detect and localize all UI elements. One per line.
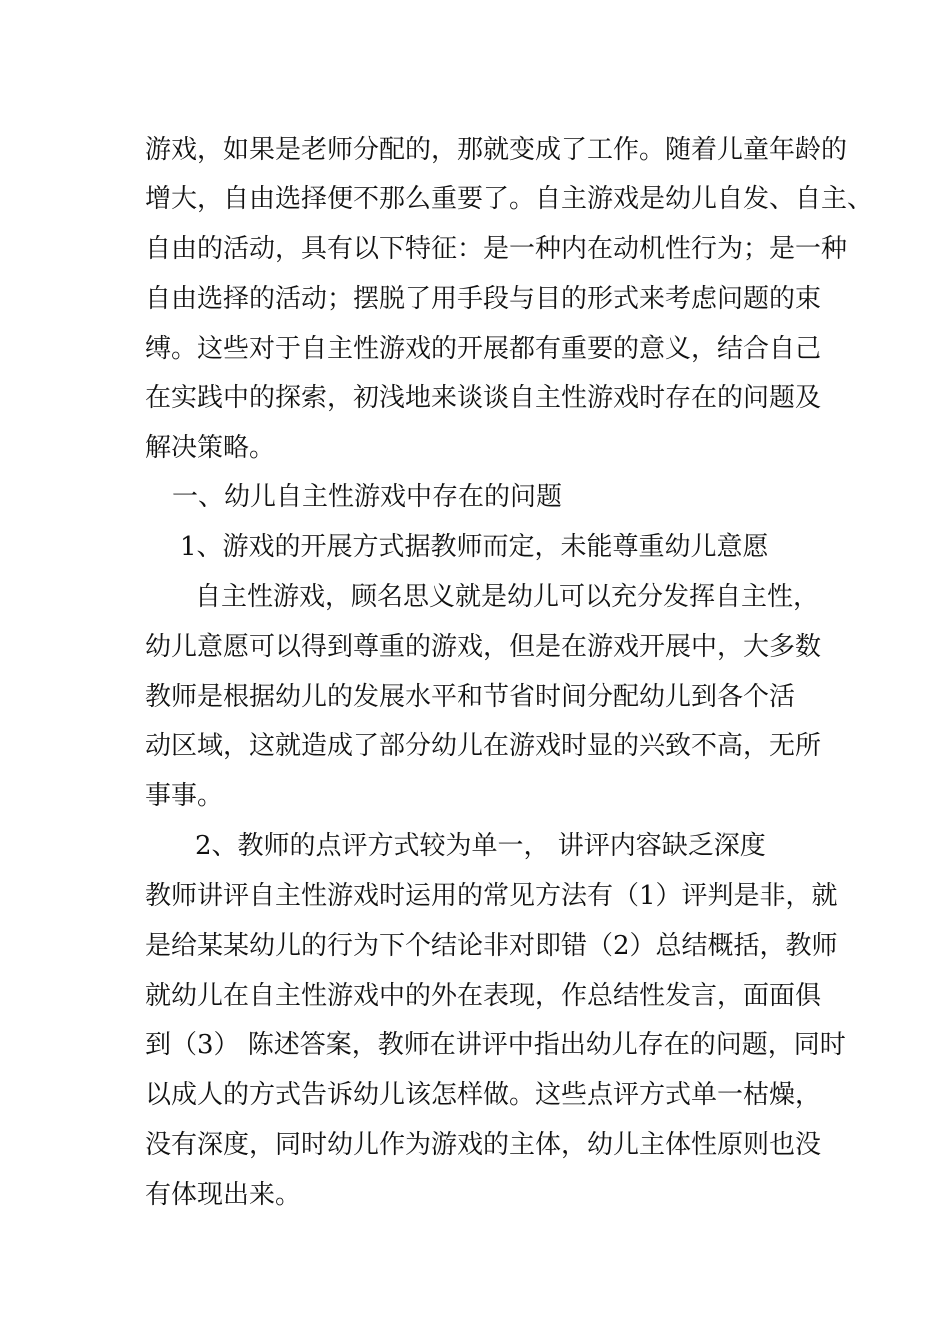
paragraph-line: 缚。这些对于自主性游戏的开展都有重要的意义，结合自己: [145, 334, 822, 364]
paragraph-line: 事事。: [145, 781, 224, 811]
paragraph-line: 教师是根据幼儿的发展水平和节省时间分配幼儿到各个活: [145, 682, 796, 712]
paragraph-line: 游戏，如果是老师分配的，那就变成了工作。随着儿童年龄的: [145, 135, 848, 165]
paragraph-line: 增大，自由选择便不那么重要了。自主游戏是幼儿自发、自主、: [145, 184, 874, 214]
paragraph-line: 幼儿意愿可以得到尊重的游戏，但是在游戏开展中，大多数: [145, 632, 822, 662]
paragraph-line: 自由选择的活动；摆脱了用手段与目的形式来考虑问题的束: [145, 284, 822, 314]
paragraph-line: 自由的活动，具有以下特征：是一种内在动机性行为；是一种: [145, 234, 848, 264]
paragraph-line: 在实践中的探索，初浅地来谈谈自主性游戏时存在的问题及: [145, 383, 822, 413]
paragraph-line: 自主性游戏，顾名思义就是幼儿可以充分发挥自主性，: [195, 582, 820, 612]
subsection-heading: 1、游戏的开展方式据教师而定，未能尊重幼儿意愿: [180, 532, 769, 562]
paragraph-line: 就幼儿在自主性游戏中的外在表现，作总结性发言，面面俱: [145, 981, 822, 1011]
paragraph-line: 教师讲评自主性游戏时运用的常见方法有（1）评判是非，就: [145, 881, 838, 911]
paragraph-line: 以成人的方式告诉幼儿该怎样做。这些点评方式单一枯燥，: [145, 1080, 822, 1110]
paragraph-line: 没有深度，同时幼儿作为游戏的主体，幼儿主体性原则也没: [145, 1130, 822, 1160]
paragraph-line: 动区域，这就造成了部分幼儿在游戏时显的兴致不高，无所: [145, 731, 822, 761]
paragraph-line: 有体现出来。: [145, 1180, 302, 1210]
section-heading: 一、幼儿自主性游戏中存在的问题: [172, 482, 563, 512]
subsection-heading: 2、教师的点评方式较为单一， 讲评内容缺乏深度: [195, 831, 766, 861]
paragraph-line: 是给某某幼儿的行为下个结论非对即错（2）总结概括，教师: [145, 931, 838, 961]
paragraph-line: 解决策略。: [145, 433, 276, 463]
paragraph-line: 到（3） 陈述答案，教师在讲评中指出幼儿存在的问题，同时: [145, 1030, 846, 1060]
